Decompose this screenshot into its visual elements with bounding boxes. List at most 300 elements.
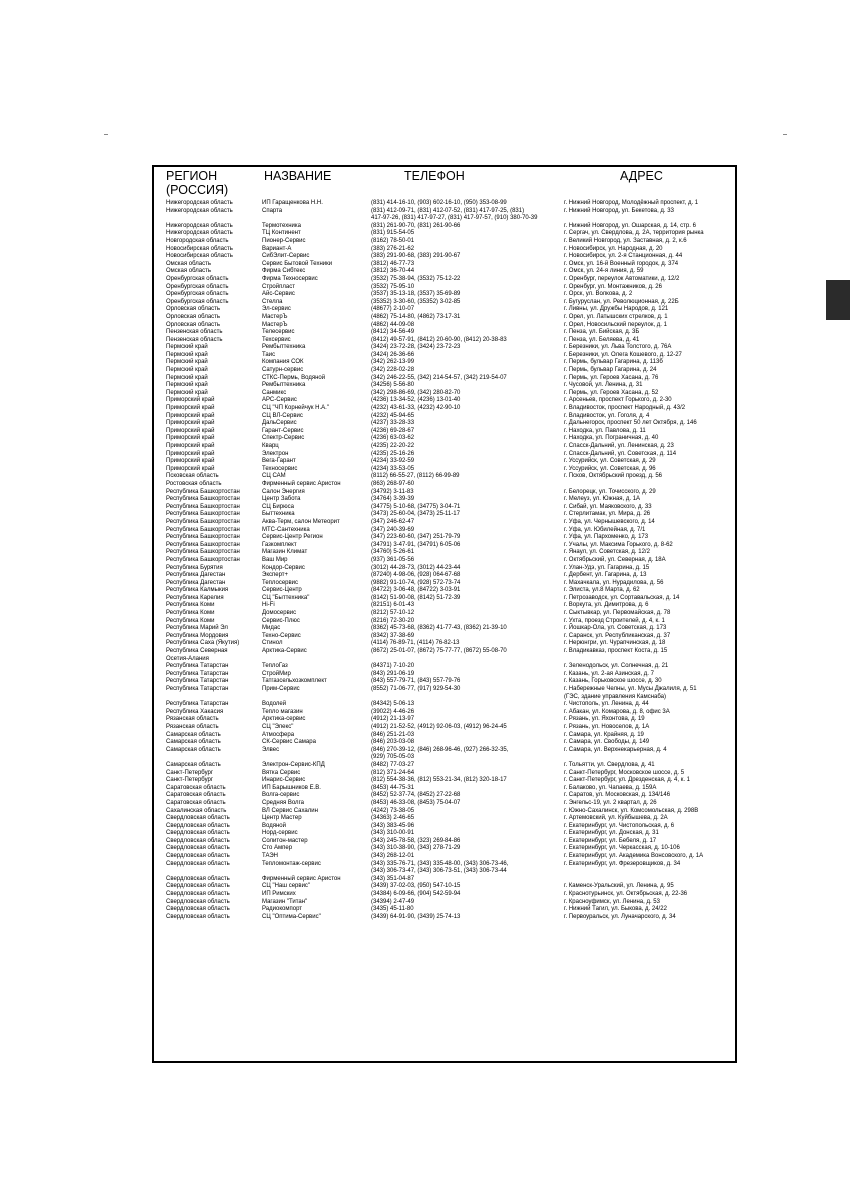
- table-row: [166, 405, 736, 413]
- phone-cell: (9882) 91-10-74, (928) 572-73-74: [371, 579, 461, 586]
- phone-cell: (343) 383-45-96: [371, 822, 415, 829]
- name-cell: АРС-Сервис: [262, 397, 297, 404]
- crop-mark-right: [783, 134, 787, 135]
- name-cell: Норд-сервис: [262, 830, 298, 837]
- region-cell: Республика Башкортостан: [166, 556, 240, 563]
- address-cell: г. Пермь, бульвар Гагарина, д. 113б: [564, 359, 663, 366]
- name-cell: Водолей: [262, 701, 287, 708]
- table-row: [166, 352, 736, 360]
- table-row: [166, 610, 736, 618]
- name-cell: Арктика-сервис: [262, 716, 306, 723]
- region-cell: Приморский край: [166, 465, 215, 472]
- table-row: [166, 754, 736, 762]
- table-row: [166, 883, 736, 891]
- address-cell: г. Пенза, ул. Беляева, д. 41: [564, 336, 640, 343]
- name-cell: Hi-Fi: [262, 602, 275, 609]
- phone-cell: (34791) 3-47-91, (34791) 6-05-06: [371, 541, 461, 548]
- address-cell: г. Оренбург, ул. Монтажников, д. 26: [564, 283, 662, 290]
- name-cell: Магазин Климат: [262, 549, 308, 556]
- region-cell: Свердловская область: [166, 883, 230, 890]
- name-cell: Салон Энергия: [262, 488, 305, 495]
- name-cell: Кварц: [262, 443, 279, 449]
- phone-cell: (4234) 33-53-05: [371, 465, 415, 472]
- name-cell: ДальСервис: [262, 420, 297, 427]
- table-row: [166, 565, 736, 573]
- region-cell: Пермский край: [166, 359, 208, 366]
- address-cell: г. Омск, ул. 24-я линия, д. 59: [564, 268, 644, 275]
- phone-cell: 417-97-26, (831) 417-97-27, (831) 417-97-57, (910) 380-70-39: [371, 215, 538, 222]
- name-cell: Сервис-Центр: [262, 587, 302, 594]
- phone-cell: (343) 310-38-90, (343) 278-71-29: [371, 845, 461, 852]
- phone-cell: (8342) 37-38-69: [371, 632, 415, 639]
- table-row: [166, 709, 736, 717]
- name-cell: Вариант-А: [262, 245, 292, 252]
- table-row: [166, 322, 736, 330]
- name-cell: ИП Гаращенкова Н.Н.: [262, 200, 323, 206]
- address-cell: г. Нижний Новгород, Молодёжный проспект, д. 1: [564, 200, 699, 206]
- phone-cell: (342) 246-22-55, (342) 214-54-57, (342) 219-54-07: [371, 374, 507, 381]
- phone-cell: (8216) 72-30-20: [371, 617, 415, 624]
- phone-cell: (3473) 25-60-04, (3473) 25-11-17: [371, 511, 460, 518]
- phone-cell: (3435) 45-11-80: [371, 906, 414, 913]
- address-cell: г. Орел, Новосильский переулок, д. 1: [564, 321, 667, 328]
- region-cell: Нижегородская область: [166, 200, 233, 206]
- name-cell: Стелла: [262, 298, 283, 305]
- table-body: [166, 200, 736, 921]
- address-cell: г. Арсеньев, проспект Горького, д. 2-30: [564, 397, 672, 404]
- table-row: [166, 481, 736, 489]
- region-cell: Республика Бурятия: [166, 564, 223, 571]
- region-cell: Республика Марий Эл: [166, 625, 228, 632]
- address-cell: г. Рязань, ул. Новоселов, д. 1А: [564, 723, 650, 730]
- address-cell: г. Сыктывкар, ул. Первомайская, д. 78: [564, 610, 671, 617]
- region-cell: Омская область: [166, 268, 212, 275]
- name-cell: Средняя Волга: [262, 799, 304, 806]
- name-cell: Эксперт+: [262, 572, 289, 579]
- column-header-region: [166, 169, 228, 197]
- table-row: [166, 868, 736, 876]
- name-cell: Электрон-Сервис-КПД: [262, 761, 325, 768]
- name-cell: Прим-Сервис: [262, 686, 300, 692]
- region-cell: Республика Башкортостан: [166, 488, 240, 495]
- phone-cell: (3537) 35-13-18, (3537) 35-69-89: [371, 291, 461, 298]
- phone-cell: (343) 306-73-47, (343) 306-73-51, (343) 306-73-44: [371, 868, 507, 875]
- phone-cell: (347) 223-60-60, (347) 251-79-79: [371, 534, 461, 541]
- region-cell: Республика Мордовия: [166, 632, 229, 639]
- region-cell: Пензенская область: [166, 336, 223, 343]
- table-row: [166, 238, 736, 246]
- phone-cell: (4235) 25-16-26: [371, 450, 415, 457]
- name-cell: Теплосервис: [262, 579, 299, 586]
- phone-cell: (846) 203-03-08: [371, 739, 415, 746]
- phone-cell: (8452) 52-37-74, (8452) 27-22-68: [371, 792, 461, 799]
- address-cell: г. Абакан, ул. Комарова, д. 8, офис 3А: [564, 708, 670, 715]
- phone-cell: (34760) 5-26-61: [371, 549, 415, 556]
- phone-cell: (342) 262-13-99: [371, 359, 415, 366]
- phone-cell: (3439) 64-91-90, (3439) 25-74-13: [371, 913, 461, 920]
- phone-cell: (863) 268-97-60: [371, 480, 415, 487]
- table-row: [166, 716, 736, 724]
- name-cell: Техносервис: [262, 465, 298, 472]
- phone-cell: (831) 414-16-10, (903) 602-16-10, (950) 353-08-99: [371, 200, 507, 206]
- address-cell: г. Владикавказ, проспект Коста, д. 15: [564, 648, 668, 655]
- name-cell: Татгазсельхозкомплект: [262, 678, 327, 685]
- table-row: [166, 291, 736, 299]
- address-cell: г. Самара, ул. Крайняя, д. 19: [564, 731, 644, 738]
- region-cell: Орловская область: [166, 321, 221, 328]
- phone-cell: (8453) 46-33-08, (8453) 75-04-07: [371, 799, 461, 806]
- phone-cell: (4232) 43-61-33, (4232) 42-90-10: [371, 405, 461, 412]
- region-cell: Республика Башкортостан: [166, 518, 240, 525]
- region-cell: Оренбургская область: [166, 275, 229, 282]
- name-cell: ИП Римских: [262, 891, 296, 898]
- address-cell: г. Дербент, ул. Гагарина, д. 13: [564, 572, 647, 579]
- region-cell: Приморский край: [166, 420, 215, 427]
- region-cell: Республика Татарстан: [166, 686, 229, 692]
- region-cell: Ростовская область: [166, 480, 222, 487]
- phone-cell: (4236) 63-03-62: [371, 435, 415, 442]
- table-row: [166, 230, 736, 238]
- phone-cell: (812) 554-38-36, (812) 553-21-34, (812) 320-18-17: [371, 777, 507, 784]
- phone-cell: (343) 245-78-58, (323) 269-84-86: [371, 837, 461, 844]
- address-cell: г. Махачкала, ул. Нурадилова, д. 56: [564, 579, 664, 586]
- address-cell: г. Красноуфимск, ул. Ленина, д. 53: [564, 898, 660, 905]
- name-cell: Телесервис: [262, 329, 295, 336]
- name-cell: СибЭлит-Сервис: [262, 253, 310, 260]
- phone-cell: (8552) 71-06-77, (917) 929-54-30: [371, 686, 461, 692]
- region-cell: Свердловская область: [166, 860, 230, 867]
- region-cell: Республика Коми: [166, 602, 215, 609]
- region-cell: Республика Татарстан: [166, 663, 229, 670]
- phone-cell: (35352) 3-30-60, (35352) 3-02-85: [371, 298, 461, 305]
- table-row: [166, 511, 736, 519]
- phone-cell: (343) 268-12-01: [371, 853, 415, 860]
- address-cell: г. Чусовой, ул. Ленина, д. 31: [564, 382, 643, 389]
- region-cell: Республика Саха (Якутия): [166, 640, 240, 647]
- name-cell: СЦ "Элекс": [262, 723, 294, 730]
- table-row: [166, 443, 736, 451]
- name-cell: Солитон-мастер: [262, 837, 308, 844]
- address-cell: г. Омск, ул. 16-й Военный городок, д. 374: [564, 260, 679, 267]
- phone-cell: (84342) 5-06-13: [371, 701, 415, 708]
- table-row: [166, 815, 736, 823]
- name-cell: Домосервис: [262, 610, 297, 617]
- region-cell: Республика Башкортостан: [166, 526, 240, 533]
- region-cell: Свердловская область: [166, 845, 230, 852]
- phone-cell: (831) 261-90-70, (831) 261-90-66: [371, 222, 461, 229]
- phone-cell: (4232) 45-94-65: [371, 412, 415, 419]
- table-row: [166, 777, 736, 785]
- region-cell: Республика Дагестан: [166, 572, 226, 579]
- phone-cell: (3439) 37-02-03, (950) 547-10-15: [371, 883, 461, 890]
- address-cell: г. Уфа, ул. Пархоменко, д. 173: [564, 534, 649, 541]
- name-cell: Спарта: [262, 207, 283, 214]
- table-row: [166, 413, 736, 421]
- name-cell: СЦ "Оптима-Сервис": [262, 913, 321, 920]
- phone-cell: (8412) 34-56-49: [371, 329, 415, 336]
- region-cell: Республика Калмыкия: [166, 587, 229, 594]
- table-row: [166, 390, 736, 398]
- phone-cell: (812) 371-24-64: [371, 769, 415, 776]
- phone-cell: (3424) 23-72-28, (3424) 23-72-23: [371, 344, 461, 351]
- address-cell: г. Екатеринбург, ул. Бебеля, д. 17: [564, 837, 657, 844]
- region-cell: Свердловская область: [166, 853, 230, 860]
- table-row: [166, 382, 736, 390]
- address-cell: г. Казань, Горьковское шоссе, д. 30: [564, 678, 662, 685]
- address-cell: г. Тольятти, ул. Свердлова, д. 41: [564, 761, 655, 768]
- region-cell: Псковская область: [166, 473, 219, 480]
- table-row: [166, 527, 736, 535]
- name-cell: Фирменный сервис Аристон: [262, 875, 341, 882]
- region-cell: Санкт-Петербург: [166, 777, 214, 784]
- region-cell: Республика Коми: [166, 617, 215, 624]
- address-cell: г. Псков, Октябрьский проезд, д. 56: [564, 473, 662, 480]
- phone-cell: (4237) 33-28-33: [371, 420, 415, 427]
- table-row: [166, 375, 736, 383]
- name-cell: СтройМир: [262, 670, 291, 677]
- region-cell: Приморский край: [166, 405, 215, 412]
- name-cell: МастерЪ: [262, 321, 288, 328]
- table-row: [166, 694, 736, 702]
- address-cell: г. Владивосток, ул. Гоголя, д. 4: [564, 412, 650, 419]
- region-cell: Новосибирская область: [166, 253, 233, 260]
- table-row: [166, 359, 736, 367]
- table-row: [166, 823, 736, 831]
- name-cell: Аква-Терм, салон Метеорит: [262, 518, 340, 525]
- column-header-address: АДРЕС: [620, 169, 663, 183]
- table-row: [166, 337, 736, 345]
- address-cell: г. Сергач, ул. Свердлова, д. 2А, территория рынка: [564, 230, 704, 237]
- phone-cell: (3532) 75-95-10: [371, 283, 415, 290]
- region-cell: Пермский край: [166, 382, 208, 389]
- address-cell: г. Петрозаводск, ул. Сортавальская, д. 14: [564, 594, 680, 601]
- region-cell: Приморский край: [166, 397, 215, 404]
- name-cell: Сервис Бытовой Техники: [262, 260, 333, 267]
- address-cell: г. Великий Новгород, ул. Заставная, д. 2, к.6: [564, 237, 687, 244]
- table-row: [166, 314, 736, 322]
- name-cell: Таис: [262, 351, 276, 358]
- phone-cell: (4912) 21-52-52, (4912) 92-06-03, (4912) 96-24-45: [371, 723, 507, 730]
- address-cell: г. Орск, ул. Волкова, д. 2: [564, 291, 633, 298]
- phone-cell: (3012) 44-28-73, (3012) 44-23-44: [371, 564, 461, 571]
- region-cell: Республика Дагестан: [166, 579, 226, 586]
- phone-cell: (34775) 5-10-68, (34775) 3-04-71: [371, 503, 461, 510]
- region-cell: Пермский край: [166, 389, 208, 396]
- table-row: [166, 208, 736, 216]
- address-cell: г. Чистополь, ул. Ленина, д. 44: [564, 701, 649, 708]
- region-cell: Республика Татарстан: [166, 678, 229, 685]
- region-cell: Санкт-Петербург: [166, 769, 214, 776]
- table-row: [166, 906, 736, 914]
- phone-cell: (383) 276-21-62: [371, 245, 415, 252]
- table-row: [166, 261, 736, 269]
- address-cell: г. Стерлитамак, ул. Мира, д. 26: [564, 511, 651, 518]
- address-cell: г. Нижний Новгород, ул. Бекетова, д. 33: [564, 207, 674, 214]
- address-cell: г. Саратов, ул. Московская, д. 134/146: [564, 792, 671, 799]
- address-cell: г. Йошкар-Ола, ул. Советская, д. 173: [564, 625, 667, 632]
- name-cell: ТеплоГаз: [262, 663, 288, 670]
- table-row: [166, 496, 736, 504]
- phone-cell: (383) 291-90-68, (383) 291-90-67: [371, 253, 461, 260]
- region-cell: Приморский край: [166, 450, 215, 457]
- phone-cell: (4242) 73-38-05: [371, 807, 415, 814]
- address-cell: г. Казань, ул. 2-ая Азинская, д. 7: [564, 670, 654, 677]
- name-cell: ИП Барышников Е.В.: [262, 784, 321, 791]
- region-cell: Новосибирская область: [166, 245, 233, 252]
- table-row: [166, 770, 736, 778]
- name-cell: СТКС-Пермь, Водяной: [262, 374, 326, 381]
- region-cell: Саратовская область: [166, 799, 226, 806]
- address-cell: г. Екатеринбург, ул. Фрезеровщиков, д. 34: [564, 860, 681, 867]
- region-cell: Омская область: [166, 260, 212, 267]
- table-row: [166, 633, 736, 641]
- name-cell: Инарис-Сервис: [262, 777, 306, 784]
- table-row: [166, 861, 736, 869]
- region-cell: Республика Северная: [166, 648, 228, 655]
- table-row: [166, 678, 736, 686]
- table-row: [166, 276, 736, 284]
- name-cell: МастерЪ: [262, 313, 288, 320]
- table-row: [166, 284, 736, 292]
- name-cell: Центр Мастер: [262, 815, 302, 822]
- address-cell: г. Пенза, ул. Бийская, д. 3Б: [564, 329, 640, 336]
- table-row: [166, 587, 736, 595]
- address-cell: г. Октябрьский, ул. Северная, д. 18А: [564, 556, 666, 563]
- table-row: [166, 489, 736, 497]
- region-cell: Пермский край: [166, 367, 208, 374]
- name-cell: Вега-Гарант: [262, 458, 296, 465]
- phone-cell: (937) 361-05-56: [371, 556, 415, 563]
- address-cell: г. Екатеринбург, ул. Черкасская, д. 10-106: [564, 845, 680, 852]
- address-cell: г. Артемовский, ул. Куйбышева, д. 2А: [564, 815, 668, 822]
- region-cell: Саратовская область: [166, 792, 226, 799]
- phone-cell: (4862) 44-09-08: [371, 321, 415, 328]
- region-cell: Свердловская область: [166, 875, 230, 882]
- address-cell: г. Спасск-Дальний, ул. Советская, д. 114: [564, 450, 677, 457]
- address-cell: г. Дальнегорск, проспект 50 лет Октября, д. 146: [564, 420, 697, 427]
- table-row: [166, 253, 736, 261]
- address-cell: г. Балаково, ул. Чапаева, д. 159А: [564, 784, 657, 791]
- phone-cell: (82151) 6-01-43: [371, 602, 415, 609]
- name-cell: Элвес: [262, 746, 280, 753]
- name-cell: Волга-сервис: [262, 792, 300, 799]
- table-row: [166, 420, 736, 428]
- phone-cell: (8362) 45-73-68, (8362) 41-77-43, (8362) 21-39-10: [371, 625, 507, 632]
- table-row: [166, 268, 736, 276]
- name-cell: Мидас: [262, 625, 281, 632]
- address-cell: г. Нерюнгри, ул. Чурапчинская, д. 18: [564, 640, 666, 647]
- phone-cell: (34764) 3-39-39: [371, 496, 415, 503]
- phone-cell: (8162) 78-50-01: [371, 237, 415, 244]
- address-cell: г. Екатеринбург, ул. Чистопольская, д. 6: [564, 822, 675, 829]
- address-cell: г. Рязань, ул. Яхонтова, д. 19: [564, 716, 645, 723]
- table-row: [166, 200, 736, 208]
- region-cell: Орловская область: [166, 313, 221, 320]
- table-row: [166, 473, 736, 481]
- name-cell: Атмосфера: [262, 731, 295, 738]
- region-cell: Свердловская область: [166, 830, 230, 837]
- name-cell: Фирменный сервис Аристон: [262, 480, 341, 487]
- phone-cell: (347) 240-39-69: [371, 526, 415, 533]
- region-cell: Свердловская область: [166, 906, 230, 913]
- name-cell: СК-Сервис Самара: [262, 739, 316, 746]
- region-cell: Самарская область: [166, 761, 221, 768]
- table-row: [166, 853, 736, 861]
- name-cell: Ваш Мир: [262, 556, 288, 563]
- address-cell: г. Находка, ул. Пограничная, д. 40: [564, 435, 659, 442]
- region-cell: Новгородская область: [166, 237, 229, 244]
- name-cell: Тепломонтаж-сервис: [262, 860, 321, 867]
- phone-cell: (843) 557-79-71, (843) 557-79-76: [371, 678, 461, 685]
- name-cell: Сервис-Центр Регион: [262, 534, 323, 541]
- address-cell: г. Орел, ул. Латышских стрелков, д. 1: [564, 313, 668, 320]
- phone-cell: (8672) 25-01-07, (8672) 75-77-77, (8672) 55-08-70: [371, 648, 507, 655]
- phone-cell: (34256) 5-56-80: [371, 382, 415, 389]
- region-cell: Самарская область: [166, 739, 221, 746]
- table-row: [166, 299, 736, 307]
- table-row: [166, 830, 736, 838]
- table-row: [166, 504, 736, 512]
- phone-cell: (347) 246-62-47: [371, 518, 415, 525]
- region-cell: Оренбургская область: [166, 283, 229, 290]
- address-cell: г. Самара, ул. Верхнекарьерная, д. 4: [564, 746, 667, 753]
- name-cell: Гарант-Сервис: [262, 427, 304, 434]
- phone-cell: (846) 251-21-03: [371, 731, 415, 738]
- region-cell: Республика Татарстан: [166, 670, 229, 677]
- address-cell: г. Ливны, ул. Дружбы Народов, д. 121: [564, 306, 669, 313]
- region-cell: Сахалинская область: [166, 807, 227, 814]
- address-cell: г. Березники, ул. Льва Толстого, д. 76А: [564, 344, 672, 351]
- crop-mark-left: [104, 134, 108, 135]
- name-cell: Компания СОК: [262, 359, 304, 366]
- region-cell: Приморский край: [166, 435, 215, 442]
- address-cell: г. Оренбург, переулок Автоматики, д. 12/2: [564, 275, 680, 282]
- name-cell: Вятка Сервис: [262, 769, 301, 776]
- table-row: [166, 625, 736, 633]
- address-cell: г. Краснотурьинск, ул. Октябрьская, д. 22-36: [564, 891, 688, 898]
- address-cell: г. Мелеуз, ул. Южная, д. 1А: [564, 496, 641, 503]
- table-row: [166, 656, 736, 664]
- phone-cell: (4912) 21-13-97: [371, 716, 415, 723]
- address-cell: г. Энгельс-19, ул. 2 квартал, д. 26: [564, 799, 657, 806]
- table-row: [166, 845, 736, 853]
- name-cell: СЦ САМ: [262, 473, 286, 480]
- phone-cell: (831) 412-09-71, (831) 412-07-52, (831) 417-97-25, (831): [371, 207, 525, 214]
- table-row: [166, 215, 736, 223]
- table-row: [166, 800, 736, 808]
- address-cell: г. Новосибирск, ул. 2-я Станционная, д. 44: [564, 253, 683, 260]
- table-row: [166, 762, 736, 770]
- region-cell: Пермский край: [166, 374, 208, 381]
- name-cell: Фирма Техносервис: [262, 275, 318, 282]
- name-cell: Кондор-Сервис: [262, 564, 305, 571]
- region-cell: Самарская область: [166, 731, 221, 738]
- table-row: [166, 428, 736, 436]
- region-cell: Самарская область: [166, 746, 221, 753]
- region-cell: Свердловская область: [166, 822, 230, 829]
- address-cell: г. Элиста, ул.8 Марта, д. 62: [564, 587, 640, 594]
- phone-cell: (8212) 57-10-12: [371, 610, 415, 617]
- table-row: [166, 435, 736, 443]
- name-cell: Рембыттехника: [262, 344, 306, 351]
- region-cell: Республика Хакасия: [166, 708, 224, 715]
- address-cell: г. Пермь, бульвар Гагарина, д. 24: [564, 367, 657, 374]
- name-cell: Рембыттехника: [262, 382, 306, 389]
- address-cell: г. Пермь, ул. Героев Хасана, д. 52: [564, 389, 659, 396]
- table-row: [166, 557, 736, 565]
- name-cell: Пионер-Сервис: [262, 237, 306, 244]
- phone-cell: (34384) 6-09-66, (904) 542-59-94: [371, 891, 461, 898]
